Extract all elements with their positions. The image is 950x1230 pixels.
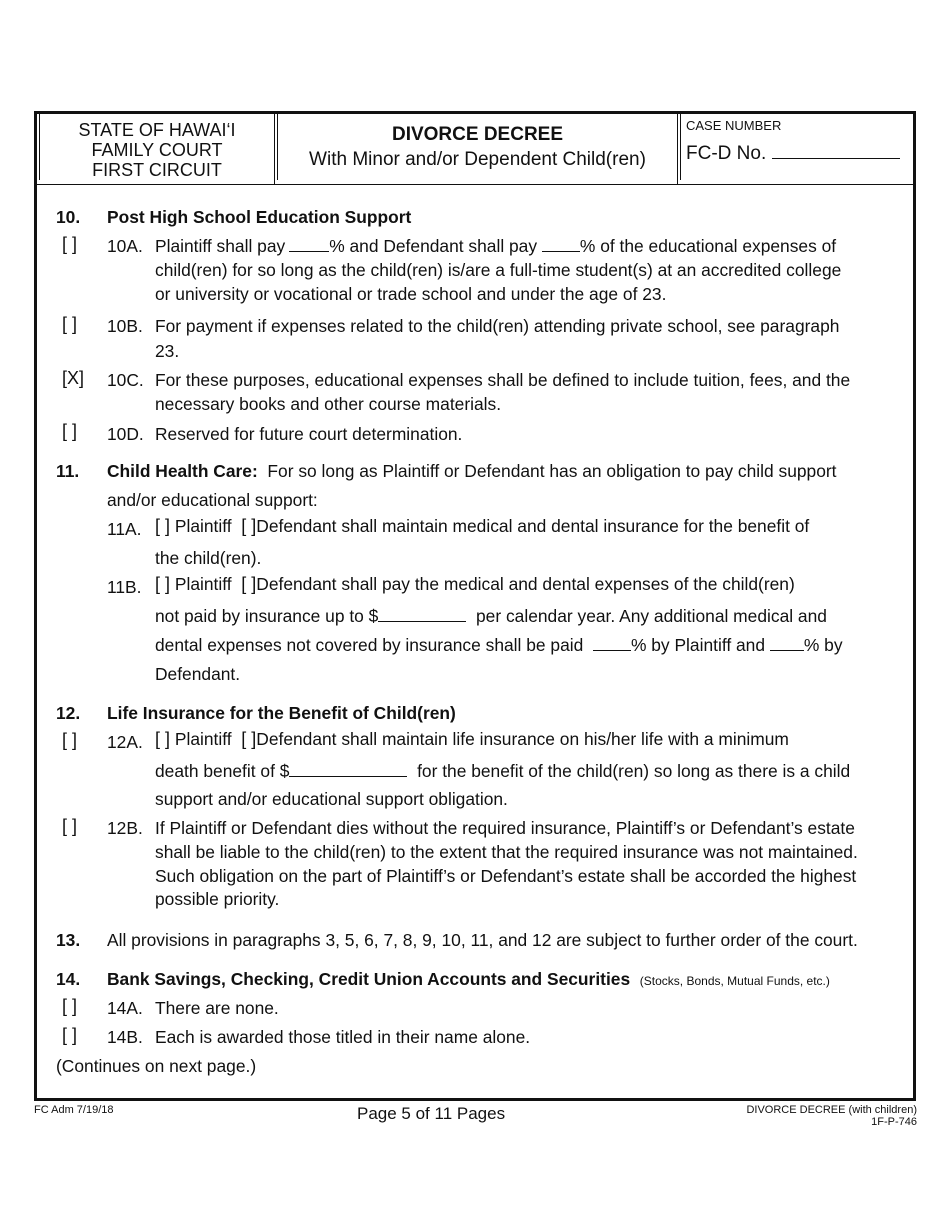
section-14-title: Bank Savings, Checking, Credit Union Accounts and Securities — [107, 969, 631, 989]
label-10d: 10D. — [107, 424, 144, 444]
checkbox-12a-defendant[interactable]: [ ] — [241, 729, 257, 749]
text-12b-line3: Such obligation on the part of Plaintiff’s or Defendant’s estate shall be accorded the highest — [155, 866, 857, 886]
section-11-intro-1: For so long as Plaintiff or Defendant has an obligation to pay child support — [267, 461, 837, 481]
section-10-title: Post High School Education Support — [107, 207, 412, 227]
checkbox-11b-plaintiff[interactable]: [ ] — [155, 574, 171, 594]
doc-name: DIVORCE DECREE (with children) — [746, 1104, 917, 1116]
text-12b-line2: shall be liable to the child(ren) to the extent that the required insurance was not maintained. — [155, 842, 858, 862]
text-10c-line1: For these purposes, educational expenses shall be defined to include tuition, fees, and the — [155, 370, 851, 390]
checkbox-12a[interactable]: [ ] — [62, 730, 78, 750]
section-14-note: (Stocks, Bonds, Mutual Funds, etc.) — [639, 974, 830, 988]
text-12b-line1: If Plaintiff or Defendant dies without the required insurance, Plaintiff’s or Defendant’s estate — [155, 818, 855, 838]
annual-cap-field[interactable] — [378, 607, 466, 622]
label-14b: 14B. — [107, 1027, 143, 1047]
text-14b: Each is awarded those titled in their name alone. — [155, 1027, 531, 1047]
checkbox-10a[interactable]: [ ] — [62, 234, 78, 254]
text-11a-line2: the child(ren). — [155, 548, 262, 568]
section-13-text: All provisions in paragraphs 3, 5, 6, 7, 8, 9, 10, 11, and 12 are subject to further order of the court. — [107, 930, 858, 950]
section-12-title: Life Insurance for the Benefit of Child(ren) — [107, 703, 456, 723]
checkbox-10d[interactable]: [ ] — [62, 421, 78, 441]
form-date: FC Adm 7/19/18 — [34, 1104, 114, 1116]
death-benefit-field[interactable] — [289, 762, 407, 777]
section-11-intro-2: and/or educational support: — [107, 490, 318, 510]
text-11b-line1: Defendant shall pay the medical and dental expenses of the child(ren) — [256, 574, 795, 594]
text-11b-line3c: % by — [803, 635, 843, 655]
text-14a: There are none. — [155, 998, 279, 1018]
text-10d-line1: Reserved for future court determination. — [155, 424, 463, 444]
form-number: 1F-P-746 — [871, 1116, 917, 1128]
defendant-percent-field[interactable] — [542, 237, 580, 252]
checkbox-10c[interactable]: [X] — [62, 368, 85, 388]
page-number: Page 5 of 11 Pages — [357, 1104, 506, 1123]
text-11a-plaintiff: Plaintiff — [174, 516, 232, 536]
checkbox-14b[interactable]: [ ] — [62, 1025, 78, 1045]
checkbox-11a-defendant[interactable]: [ ] — [241, 516, 257, 536]
text-10b-line2: 23. — [155, 341, 180, 361]
text-10a-1: Plaintiff shall pay — [155, 236, 286, 256]
section-11-title: Child Health Care: — [107, 461, 258, 481]
label-12b: 12B. — [107, 818, 143, 838]
text-11b-line2a: not paid by insurance up to $ — [155, 606, 379, 626]
text-11b-line4: Defendant. — [155, 664, 241, 684]
text-12a-line1: Defendant shall maintain life insurance on his/her life with a minimum — [256, 729, 789, 749]
label-14a: 14A. — [107, 998, 143, 1018]
section-11-number: 11. — [56, 461, 80, 481]
court-line-1: STATE OF HAWAI‘I — [78, 120, 236, 140]
label-12a: 12A. — [107, 732, 143, 752]
plaintiff-percent-field[interactable] — [289, 237, 329, 252]
checkbox-10b[interactable]: [ ] — [62, 314, 78, 334]
text-12a-line2a: death benefit of $ — [155, 761, 290, 781]
court-line-3: FIRST CIRCUIT — [92, 160, 222, 180]
checkbox-12b[interactable]: [ ] — [62, 816, 78, 836]
label-10b: 10B. — [107, 316, 143, 336]
text-10c-line2: necessary books and other course materials. — [155, 394, 502, 414]
text-12a-line3: support and/or educational support obligation. — [155, 789, 508, 809]
text-11b-line3a: dental expenses not covered by insurance shall be paid — [155, 635, 584, 655]
doc-subtitle: With Minor and/or Dependent Child(ren) — [309, 149, 646, 170]
checkbox-14a[interactable]: [ ] — [62, 996, 78, 1016]
defendant-excess-percent-field[interactable] — [770, 636, 804, 651]
text-10a-3: % of the educational expenses of — [579, 236, 837, 256]
label-10a: 10A. — [107, 236, 143, 256]
text-11b-line2b: per calendar year. Any additional medical and — [476, 606, 827, 626]
court-line-2: FAMILY COURT — [91, 140, 223, 160]
text-11b-plaintiff: Plaintiff — [174, 574, 232, 594]
plaintiff-excess-percent-field[interactable] — [593, 636, 631, 651]
text-12a-plaintiff: Plaintiff — [174, 729, 232, 749]
text-10b-line1: For payment if expenses related to the child(ren) attending private school, see paragraph — [155, 316, 840, 336]
court-box — [37, 114, 275, 184]
checkbox-11a-plaintiff[interactable]: [ ] — [155, 516, 171, 536]
form-header — [37, 114, 913, 185]
fcd-label: FC-D No. — [686, 143, 767, 164]
section-13-number: 13. — [56, 930, 81, 950]
title-box — [275, 114, 678, 184]
continues-note: (Continues on next page.) — [56, 1056, 257, 1076]
checkbox-12a-plaintiff[interactable]: [ ] — [155, 729, 171, 749]
section-12-number: 12. — [56, 703, 81, 723]
text-10a-2: % and Defendant shall pay — [329, 236, 538, 256]
text-10a-line2: child(ren) for so long as the child(ren) is/are a full-time student(s) at an accredited college — [155, 260, 842, 280]
section-14-number: 14. — [56, 969, 81, 989]
section-10-number: 10. — [56, 207, 81, 227]
text-11b-line3b: % by Plaintiff and — [630, 635, 766, 655]
text-11a-line1: Defendant shall maintain medical and dental insurance for the benefit of — [256, 516, 810, 536]
text-12b-line4: possible priority. — [155, 889, 280, 909]
doc-title: DIVORCE DECREE — [391, 124, 564, 145]
label-11a: 11A. — [107, 519, 142, 539]
text-12a-line2b: for the benefit of the child(ren) so long as there is a child — [417, 761, 851, 781]
label-11b: 11B. — [107, 577, 142, 597]
case-number-box — [678, 114, 913, 184]
label-10c: 10C. — [107, 370, 144, 390]
text-10a-line3: or university or vocational or trade school and under the age of 23. — [155, 284, 667, 304]
case-number-label: CASE NUMBER — [686, 118, 782, 133]
checkbox-11b-defendant[interactable]: [ ] — [241, 574, 257, 594]
fcd-number-field[interactable] — [772, 144, 900, 159]
